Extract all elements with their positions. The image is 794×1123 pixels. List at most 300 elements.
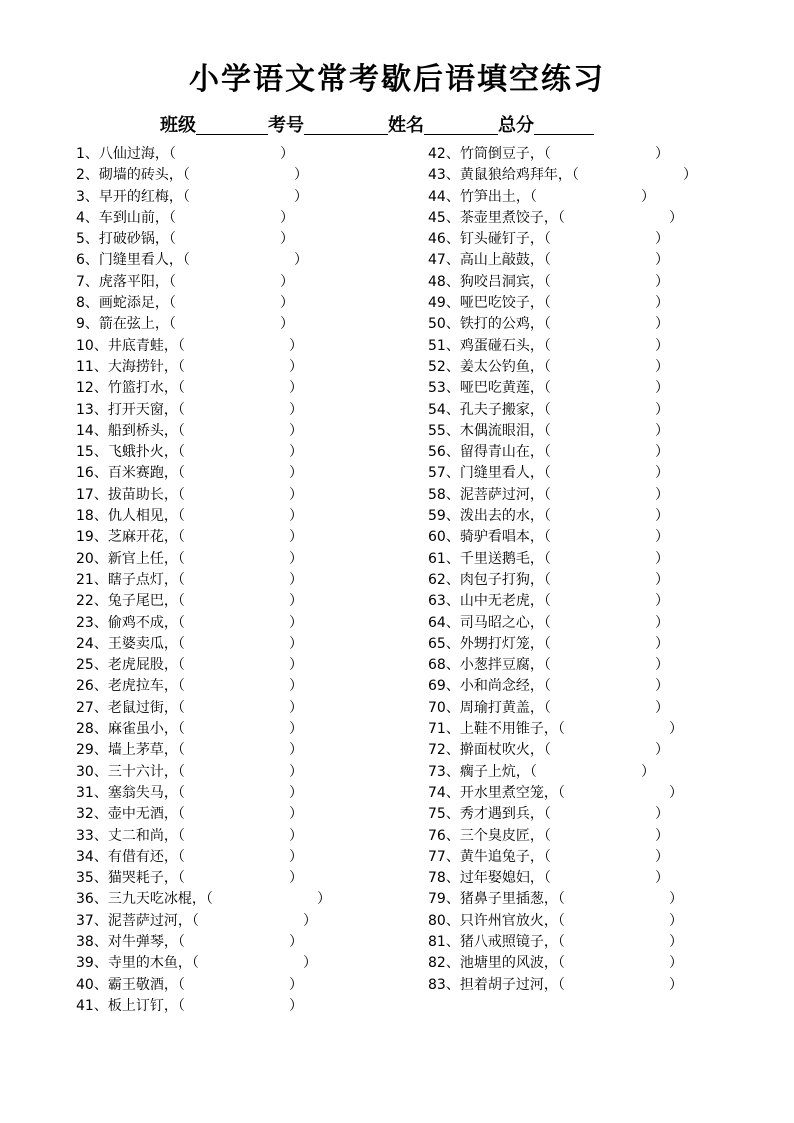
question-number: 21、 (76, 571, 108, 588)
closing-paren: ） (303, 955, 317, 972)
question-number: 46、 (428, 231, 460, 248)
question-number: 40、 (76, 976, 108, 993)
question-number: 43、 (428, 167, 460, 184)
question-item (76, 804, 376, 825)
question-text: 老虎屁股，（ (107, 657, 185, 674)
question-item (76, 165, 376, 186)
question-text: 擀面杖吹火，（ (459, 742, 551, 759)
closing-paren: ） (280, 295, 294, 312)
closing-paren: ） (289, 870, 303, 887)
closing-paren: ） (655, 657, 669, 674)
question-item (428, 613, 728, 634)
question-number: 47、 (428, 252, 460, 269)
question-text: 猪八戒照镜子，（ (459, 933, 565, 950)
closing-paren: ） (655, 486, 669, 503)
exam-number-label: 考号 (268, 115, 304, 136)
closing-paren: ） (289, 422, 303, 439)
question-number: 71、 (428, 721, 460, 738)
question-item (428, 804, 728, 825)
question-number: 20、 (76, 550, 108, 567)
question-item (428, 655, 728, 676)
question-item (428, 889, 728, 910)
question-item (76, 889, 376, 910)
total-score-field[interactable] (534, 116, 594, 135)
closing-paren: ） (289, 571, 303, 588)
closing-paren: ） (655, 401, 669, 418)
question-item (76, 868, 376, 889)
closing-paren: ） (289, 806, 303, 823)
question-number: 42、 (428, 146, 460, 162)
question-item (428, 783, 728, 804)
question-text: 竹筒倒豆子，（ (459, 146, 551, 162)
closing-paren: ） (669, 784, 683, 801)
question-text: 兔子尾巴，（ (107, 593, 185, 610)
question-text: 墙上茅草，（ (107, 742, 185, 759)
question-text: 百米赛跑，（ (107, 465, 185, 482)
question-text: 丈二和尚，（ (107, 827, 185, 844)
question-text: 板上订钉，（ (107, 997, 185, 1014)
closing-paren: ） (655, 827, 669, 844)
closing-paren: ） (289, 635, 303, 652)
question-number: 56、 (428, 444, 460, 461)
closing-paren: ） (289, 997, 303, 1014)
question-text: 画蛇添足，（ (98, 295, 176, 312)
question-number: 33、 (76, 827, 108, 844)
question-number: 78、 (428, 870, 460, 887)
question-text: 偷鸡不成，（ (107, 614, 185, 631)
question-item (428, 442, 728, 463)
question-number: 50、 (428, 316, 460, 333)
question-number: 14、 (76, 422, 108, 439)
question-text: 司马昭之心，（ (459, 614, 551, 631)
question-text: 大海捞针，（ (107, 358, 185, 375)
question-text: 三九天吃冰棍，（ (107, 891, 213, 908)
question-number: 16、 (76, 465, 108, 482)
question-item (76, 144, 376, 165)
question-text: 哑巴吃黄莲，（ (459, 380, 551, 397)
question-number: 44、 (428, 188, 460, 205)
question-text: 千里送鹅毛，（ (459, 550, 551, 567)
question-text: 黄鼠狼给鸡拜年，（ (459, 167, 579, 184)
question-number: 39、 (76, 955, 108, 972)
question-text: 芝麻开花，（ (107, 529, 185, 546)
question-item (428, 357, 728, 378)
closing-paren: ） (289, 444, 303, 461)
question-item (76, 655, 376, 676)
closing-paren: ） (655, 380, 669, 397)
question-number: 83、 (428, 976, 460, 993)
closing-paren: ） (655, 550, 669, 567)
closing-paren: ） (289, 593, 303, 610)
question-item (76, 847, 376, 868)
closing-paren: ） (289, 699, 303, 716)
closing-paren: ） (655, 635, 669, 652)
question-text: 竹笋出土，（ (459, 188, 537, 205)
question-item (428, 187, 728, 208)
question-text: 寺里的木鱼，（ (107, 955, 199, 972)
closing-paren: ） (280, 273, 294, 290)
closing-paren: ） (289, 657, 303, 674)
question-item (76, 570, 376, 591)
question-text: 王婆卖瓜，（ (107, 635, 185, 652)
question-item (428, 847, 728, 868)
question-item (428, 463, 728, 484)
closing-paren: ） (280, 231, 294, 248)
question-number: 22、 (76, 593, 108, 610)
question-text: 哑巴吃饺子，（ (459, 295, 551, 312)
question-text: 壶中无酒，（ (107, 806, 185, 823)
question-item (76, 783, 376, 804)
question-text: 猪鼻子里插葱，（ (459, 891, 565, 908)
question-item (428, 570, 728, 591)
closing-paren: ） (655, 529, 669, 546)
question-item (76, 208, 376, 229)
closing-paren: ） (289, 486, 303, 503)
closing-paren: ） (669, 912, 683, 929)
question-number: 72、 (428, 742, 460, 759)
question-number: 13、 (76, 401, 108, 418)
question-text: 八仙过海，（ (98, 146, 176, 162)
question-text: 三个臭皮匠，（ (459, 827, 551, 844)
question-text: 秀才遇到兵，（ (459, 806, 551, 823)
question-item (76, 229, 376, 250)
closing-paren: ） (289, 337, 303, 354)
question-number: 1、 (76, 146, 99, 162)
question-item (76, 250, 376, 271)
question-item (76, 336, 376, 357)
question-text: 铁打的公鸡，（ (459, 316, 551, 333)
closing-paren: ） (289, 358, 303, 375)
closing-paren: ） (655, 295, 669, 312)
question-number: 36、 (76, 891, 108, 908)
question-item (76, 975, 376, 996)
question-number: 17、 (76, 486, 108, 503)
question-text: 麻雀虽小，（ (107, 721, 185, 738)
exam-number-field[interactable] (304, 116, 388, 135)
question-number: 15、 (76, 444, 108, 461)
closing-paren: ） (280, 316, 294, 333)
closing-paren: ） (655, 806, 669, 823)
question-item (76, 698, 376, 719)
question-item (428, 272, 728, 293)
question-text: 竹篮打水，（ (107, 380, 185, 397)
closing-paren: ） (655, 422, 669, 439)
question-text: 泥菩萨过河，（ (107, 912, 199, 929)
closing-paren: ） (655, 252, 669, 269)
question-item (428, 826, 728, 847)
question-number: 32、 (76, 806, 108, 823)
closing-paren: ） (669, 976, 683, 993)
closing-paren: ） (294, 167, 308, 184)
closing-paren: ） (289, 465, 303, 482)
question-text: 老虎拉车，（ (107, 678, 185, 695)
closing-paren: ） (289, 678, 303, 695)
closing-paren: ） (655, 231, 669, 248)
question-item (76, 549, 376, 570)
question-number: 26、 (76, 678, 108, 695)
question-item (428, 676, 728, 697)
closing-paren: ） (655, 593, 669, 610)
closing-paren: ） (289, 529, 303, 546)
question-item (76, 676, 376, 697)
question-item (428, 911, 728, 932)
question-number: 74、 (428, 784, 460, 801)
question-text: 打破砂锅，（ (98, 231, 176, 248)
question-item (76, 400, 376, 421)
closing-paren: ） (289, 763, 303, 780)
question-text: 担着胡子过河，（ (459, 976, 565, 993)
question-number: 19、 (76, 529, 108, 546)
question-item (428, 549, 728, 570)
question-number: 18、 (76, 508, 108, 525)
question-item (428, 314, 728, 335)
question-number: 7、 (76, 273, 99, 290)
closing-paren: ） (669, 933, 683, 950)
question-text: 黄牛追兔子，（ (459, 848, 551, 865)
question-item (76, 187, 376, 208)
closing-paren: ） (655, 508, 669, 525)
name-field[interactable] (424, 116, 498, 135)
question-item (428, 506, 728, 527)
question-number: 8、 (76, 295, 99, 312)
question-text: 狗咬吕洞宾，（ (459, 273, 551, 290)
question-number: 55、 (428, 422, 460, 439)
name-label: 姓名 (388, 115, 424, 136)
closing-paren: ） (655, 337, 669, 354)
closing-paren: ） (655, 870, 669, 887)
question-item (428, 400, 728, 421)
question-number: 3、 (76, 188, 99, 205)
question-text: 仇人相见，（ (107, 508, 185, 525)
question-item (428, 591, 728, 612)
question-item (428, 421, 728, 442)
question-text: 泼出去的水，（ (459, 508, 551, 525)
question-number: 35、 (76, 870, 108, 887)
closing-paren: ） (669, 209, 683, 226)
question-number: 49、 (428, 295, 460, 312)
question-item (76, 953, 376, 974)
question-text: 瞎子点灯，（ (107, 571, 185, 588)
question-text: 肉包子打狗，（ (459, 571, 551, 588)
closing-paren: ） (289, 784, 303, 801)
question-item (76, 911, 376, 932)
question-text: 鸡蛋碰石头，（ (459, 337, 551, 354)
question-item (76, 634, 376, 655)
question-text: 船到桥头，（ (107, 422, 185, 439)
closing-paren: ） (289, 401, 303, 418)
question-item (428, 144, 728, 165)
question-text: 姜太公钓鱼，（ (459, 358, 551, 375)
question-text: 霸王敬酒，（ (107, 976, 185, 993)
question-item (428, 208, 728, 229)
question-text: 钉头碰钉子，（ (459, 231, 551, 248)
question-item (428, 762, 728, 783)
question-text: 茶壶里煮饺子，（ (459, 209, 565, 226)
question-text: 井底青蛙，（ (107, 337, 185, 354)
question-text: 外甥打灯笼，（ (459, 635, 551, 652)
question-number: 81、 (428, 933, 460, 950)
question-text: 打开天窗，（ (107, 401, 185, 418)
question-text: 车到山前，（ (98, 209, 176, 226)
question-text: 山中无老虎，（ (459, 593, 551, 610)
question-item (76, 378, 376, 399)
question-item (76, 591, 376, 612)
question-item (428, 634, 728, 655)
question-number: 75、 (428, 806, 460, 823)
question-text: 飞蛾扑火，（ (107, 444, 185, 461)
closing-paren: ） (289, 742, 303, 759)
question-item (428, 336, 728, 357)
question-item (76, 421, 376, 442)
closing-paren: ） (683, 167, 697, 184)
closing-paren: ） (669, 955, 683, 972)
question-text: 池塘里的风波，（ (459, 955, 565, 972)
question-text: 木偶流眼泪，（ (459, 422, 551, 439)
question-item (76, 293, 376, 314)
question-item (76, 762, 376, 783)
question-number: 12、 (76, 380, 108, 397)
question-text: 过年娶媳妇，（ (459, 870, 551, 887)
closing-paren: ） (280, 209, 294, 226)
question-item (428, 719, 728, 740)
question-text: 泥菩萨过河，（ (459, 486, 551, 503)
question-text: 留得青山在，（ (459, 444, 551, 461)
question-number: 63、 (428, 593, 460, 610)
question-item (428, 527, 728, 548)
question-text: 小和尚念经，（ (459, 678, 551, 695)
closing-paren: ） (669, 721, 683, 738)
class-field[interactable] (196, 116, 268, 135)
question-text: 骑驴看唱本，（ (459, 529, 551, 546)
closing-paren: ） (289, 508, 303, 525)
question-text: 老鼠过街，（ (107, 699, 185, 716)
question-number: 70、 (428, 699, 460, 716)
question-item (76, 485, 376, 506)
question-item (76, 463, 376, 484)
closing-paren: ） (303, 912, 317, 929)
closing-paren: ） (655, 678, 669, 695)
question-number: 41、 (76, 997, 108, 1014)
question-number: 24、 (76, 635, 108, 652)
closing-paren: ） (289, 721, 303, 738)
question-item (428, 698, 728, 719)
question-item (76, 719, 376, 740)
question-number: 65、 (428, 635, 460, 652)
question-text: 孔夫子搬家，（ (459, 401, 551, 418)
question-text: 有借有还，（ (107, 848, 185, 865)
closing-paren: ） (655, 316, 669, 333)
question-number: 77、 (428, 848, 460, 865)
question-number: 6、 (76, 252, 99, 269)
question-item (76, 932, 376, 953)
question-number: 57、 (428, 465, 460, 482)
question-text: 上鞋不用锥子，（ (459, 721, 565, 738)
question-number: 34、 (76, 848, 108, 865)
question-number: 28、 (76, 721, 108, 738)
right-question-column (428, 144, 728, 996)
question-number: 37、 (76, 912, 108, 929)
closing-paren: ） (655, 465, 669, 482)
question-item (428, 932, 728, 953)
question-item (76, 272, 376, 293)
question-item (76, 357, 376, 378)
question-number: 73、 (428, 763, 460, 780)
question-number: 48、 (428, 273, 460, 290)
question-number: 4、 (76, 209, 99, 226)
question-number: 51、 (428, 337, 460, 354)
question-text: 小葱拌豆腐，（ (459, 657, 551, 674)
question-number: 52、 (428, 358, 460, 375)
question-number: 80、 (428, 912, 460, 929)
question-item (76, 527, 376, 548)
closing-paren: ） (655, 699, 669, 716)
closing-paren: ） (289, 933, 303, 950)
closing-paren: ） (655, 358, 669, 375)
question-number: 53、 (428, 380, 460, 397)
question-text: 高山上敲鼓，（ (459, 252, 551, 269)
question-text: 拔苗助长，（ (107, 486, 185, 503)
question-item (76, 314, 376, 335)
question-number: 38、 (76, 933, 108, 950)
closing-paren: ） (289, 550, 303, 567)
closing-paren: ） (289, 827, 303, 844)
question-item (428, 868, 728, 889)
closing-paren: ） (655, 848, 669, 865)
question-text: 只许州官放火，（ (459, 912, 565, 929)
question-item (428, 378, 728, 399)
question-item (76, 826, 376, 847)
question-number: 11、 (76, 358, 108, 375)
question-number: 59、 (428, 508, 460, 525)
question-number: 64、 (428, 614, 460, 631)
class-label: 班级 (160, 115, 196, 136)
question-item (76, 506, 376, 527)
question-item (76, 442, 376, 463)
closing-paren: ） (655, 146, 669, 162)
question-text: 塞翁失马，（ (107, 784, 185, 801)
student-info-row (160, 113, 594, 137)
question-number: 5、 (76, 231, 99, 248)
closing-paren: ） (289, 976, 303, 993)
question-item (76, 740, 376, 761)
question-item (428, 975, 728, 996)
question-text: 开水里煮空笼，（ (459, 784, 565, 801)
question-number: 10、 (76, 337, 108, 354)
question-number: 68、 (428, 657, 460, 674)
closing-paren: ） (289, 380, 303, 397)
question-item (428, 485, 728, 506)
closing-paren: ） (289, 614, 303, 631)
question-number: 45、 (428, 209, 460, 226)
question-text: 三十六计，（ (107, 763, 185, 780)
closing-paren: ） (641, 188, 655, 205)
closing-paren: ） (641, 763, 655, 780)
question-number: 9、 (76, 316, 99, 333)
question-text: 门缝里看人，（ (98, 252, 190, 269)
left-question-column (76, 144, 376, 1017)
question-item (428, 953, 728, 974)
question-text: 箭在弦上，（ (98, 316, 176, 333)
question-number: 25、 (76, 657, 108, 674)
question-number: 60、 (428, 529, 460, 546)
question-number: 61、 (428, 550, 460, 567)
closing-paren: ） (655, 444, 669, 461)
question-number: 2、 (76, 167, 99, 184)
closing-paren: ） (289, 848, 303, 865)
question-item (76, 613, 376, 634)
closing-paren: ） (655, 571, 669, 588)
question-text: 早开的红梅，（ (98, 188, 190, 205)
